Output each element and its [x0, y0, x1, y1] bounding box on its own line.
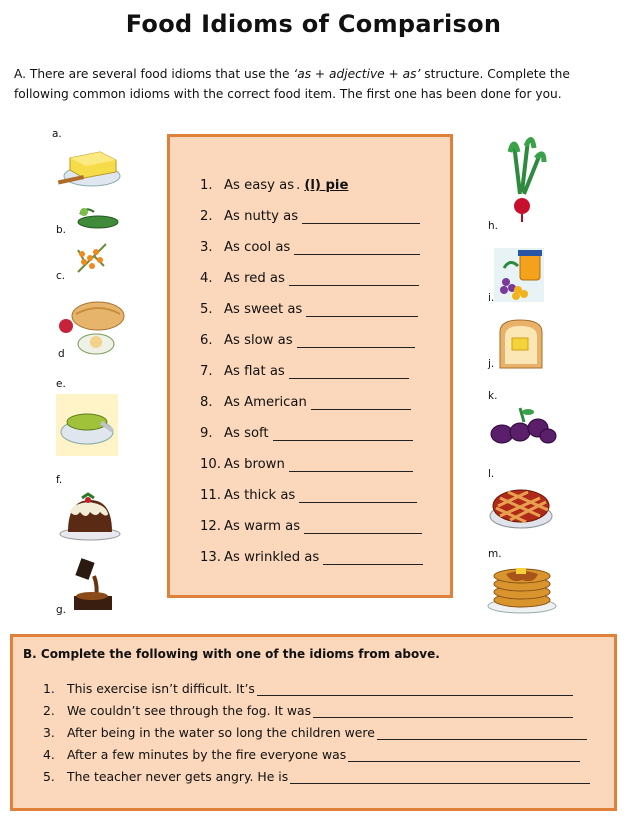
item-number: 5. [200, 302, 213, 317]
sentence-text: This exercise isn’t difficult. It’s [67, 681, 255, 696]
item-number: 4. [200, 271, 213, 286]
sentence-text: After being in the water so long the children were [67, 725, 375, 740]
sentence-item [43, 703, 573, 718]
idiom-text: As warm as [224, 519, 301, 534]
item-number: 3. [43, 725, 55, 740]
prunes-icon [490, 404, 558, 448]
idiom-text: As soft [224, 426, 269, 441]
idiom-text: As sweet as [224, 302, 303, 317]
item-number: 9. [200, 426, 213, 441]
idiom-item [200, 550, 423, 565]
pancakes-icon [486, 562, 558, 614]
answer-blank[interactable] [294, 240, 420, 255]
answer-blank[interactable] [304, 519, 422, 534]
item-number: 10. [200, 457, 221, 472]
item-number: 4. [43, 747, 55, 762]
idiom-item [200, 364, 409, 379]
item-number: 5. [43, 769, 55, 784]
idioms-box [167, 134, 453, 598]
item-number: 8. [200, 395, 213, 410]
answer-blank[interactable] [306, 302, 418, 317]
idiom-item [200, 519, 422, 534]
picture-label: l. [488, 468, 495, 480]
idiom-item [200, 209, 420, 224]
answer-blank[interactable] [297, 333, 415, 348]
answer-blank[interactable] [289, 364, 409, 379]
idiom-text: As easy as [224, 178, 295, 193]
idiom-item [200, 426, 413, 441]
molasses-icon [72, 556, 116, 612]
sentence-text: After a few minutes by the fire everyone was [67, 747, 347, 762]
item-number: 13. [200, 550, 221, 565]
instructions [14, 64, 614, 104]
answer-blank[interactable] [257, 682, 573, 696]
idiom-text: As flat as [224, 364, 285, 379]
picture-label: j. [488, 358, 495, 370]
item-number: 1. [43, 681, 55, 696]
instruction-structure: ‘as + adjective + as’ [293, 67, 421, 81]
sentence-item [43, 725, 587, 740]
answer-blank[interactable] [348, 748, 580, 762]
instruction-text: structure. Complete the [420, 67, 570, 81]
answer-blank[interactable] [290, 770, 590, 784]
item-number: 6. [200, 333, 213, 348]
idiom-item [200, 333, 415, 348]
instruction-text: A. There are several food idioms that use the [14, 67, 294, 81]
pie-and-fruit-icon [56, 296, 126, 360]
instruction-text: following common idioms with the correct food item. The first one has been done for you. [14, 87, 562, 101]
idiom-item [200, 271, 419, 286]
picture-label: c. [56, 270, 66, 282]
sea-buckthorn-icon [72, 240, 112, 276]
item-number: 1. [200, 178, 213, 193]
picture-label: d [58, 348, 65, 360]
picture-label: h. [488, 220, 498, 232]
pea-soup-icon [56, 394, 118, 456]
sentence-item [43, 769, 590, 784]
answer-blank[interactable] [299, 488, 417, 503]
picture-label: k. [488, 390, 498, 402]
toast-icon [496, 318, 546, 370]
example-answer: (l) pie [304, 178, 349, 193]
idiom-text: As red as [224, 271, 285, 286]
picture-label: b. [56, 224, 67, 236]
page-title: Food Idioms of Comparison [125, 10, 502, 38]
item-number: 12. [200, 519, 221, 534]
answer-blank[interactable] [302, 209, 420, 224]
fruit-jam-icon [494, 248, 544, 302]
idiom-item [200, 488, 417, 503]
item-number: 3. [200, 240, 213, 255]
answer-blank[interactable] [377, 726, 587, 740]
idiom-item [200, 302, 418, 317]
idiom-text: As brown [224, 457, 285, 472]
answer-blank[interactable] [289, 457, 413, 472]
idiom-text: As thick as [224, 488, 296, 503]
section-b-title: B. Complete the following with one of the idioms from above. [23, 647, 440, 661]
apple-pie-icon [488, 480, 554, 532]
sentence-text: We couldn’t see through the fog. It was [67, 703, 312, 718]
answer-blank[interactable] [289, 271, 419, 286]
picture-label: m. [488, 548, 502, 560]
idiom-item [200, 395, 411, 410]
beet-icon [494, 134, 550, 224]
idiom-text: As nutty as [224, 209, 299, 224]
idiom-item: 1. As easy as . (l) pie [200, 178, 349, 193]
pudding-icon [58, 486, 122, 542]
idiom-text: As American [224, 395, 307, 410]
idiom-text: As slow as [224, 333, 293, 348]
idiom-item [200, 457, 413, 472]
picture-label: i. [488, 292, 495, 304]
picture-label: g. [56, 604, 67, 616]
answer-blank[interactable] [311, 395, 411, 410]
picture-label: e. [56, 378, 66, 390]
cucumber-icon [72, 204, 120, 232]
item-number: 7. [200, 364, 213, 379]
idiom-text: As wrinkled as [224, 550, 320, 565]
butter-icon [56, 140, 122, 190]
picture-label: f. [56, 474, 63, 486]
sentence-item [43, 681, 573, 696]
answer-blank[interactable] [323, 550, 423, 565]
answer-blank[interactable] [273, 426, 413, 441]
answer-blank[interactable] [313, 704, 573, 718]
item-number: 2. [43, 703, 55, 718]
sentences-box [10, 634, 617, 811]
idiom-item [200, 240, 420, 255]
sentence-text: The teacher never gets angry. He is [67, 769, 289, 784]
item-number: 2. [200, 209, 213, 224]
idiom-text: As cool as [224, 240, 291, 255]
picture-label: a. [52, 128, 62, 140]
sentence-item [43, 747, 580, 762]
item-number: 11. [200, 488, 221, 503]
